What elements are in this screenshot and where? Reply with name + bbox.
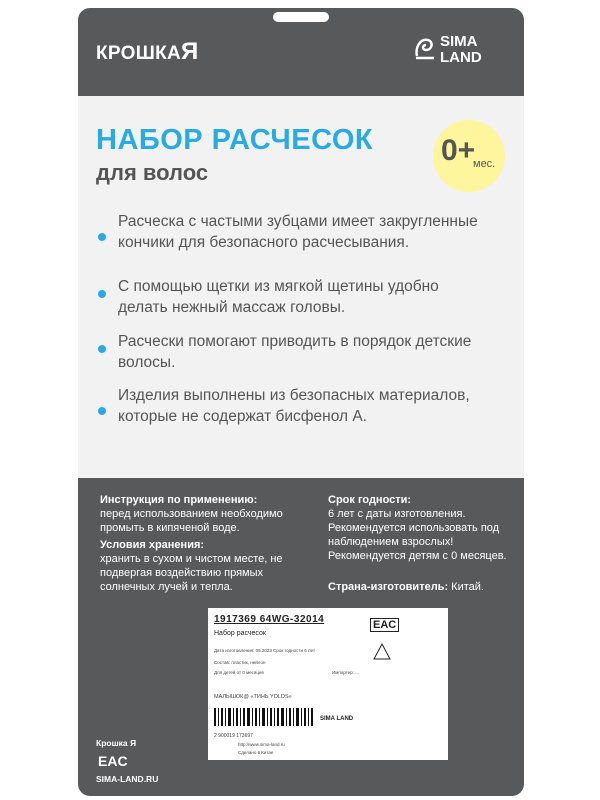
sticker-date: Дата изготовления: 05.2023 Срок годности 6 лет (214, 648, 316, 653)
age-number: 0+ (441, 134, 476, 167)
product-sticker (208, 608, 448, 760)
footer-certification-icon (98, 752, 144, 770)
footer-brand: Крошка Я (96, 738, 137, 748)
storage-conditions: Условия хранения: хранить в сухом и чистом месте, не подвергая воздействию прямых солнечных лучей и тепла. (100, 539, 283, 593)
sticker-site: http://www.sima-land.ru (238, 742, 285, 747)
packaging-card (78, 8, 524, 796)
svg-text:EAC: EAC (98, 753, 128, 769)
sticker-age: Для детей от 0 месяцев (214, 670, 264, 675)
sticker-brand-line: МАЛЫШОК@ «ТИНЬ YOLDS» (214, 694, 292, 700)
usage-instructions: Инструкция по применению: перед использованием необходимо промыть в кипяченой воде. (100, 494, 283, 534)
shelf-life: Срок годности: 6 лет с даты изготовления. Рекомендуется использовать под наблюдением взрослых! Рекомендуется детям с 0 месяцев. (328, 494, 507, 562)
bullet-dot-icon (98, 345, 106, 353)
sticker-importer: Импортер: ... (332, 670, 359, 675)
eac-mark-icon: EAC (370, 618, 399, 632)
barcode-icon (214, 708, 314, 732)
sima-word: SIMA (440, 33, 478, 50)
logo-text: КРОШКА (96, 43, 182, 64)
footer-site: SIMA-LAND.RU (96, 774, 159, 784)
feature-bullet: Изделия выполнены из безопасных материалов, которые не содержат бисфенол А. (96, 385, 478, 427)
sticker-sima-logo: SIMA LAND (320, 716, 354, 722)
article-code: 1917369 64WG-32014 (214, 614, 325, 625)
land-word: LAND (440, 49, 482, 66)
barcode-digits: 2 900019 173697 (214, 733, 253, 739)
age-unit: мес. (473, 158, 496, 170)
feature-bullet: Расческа с частыми зубцами имеет закругленные кончики для безопасного расчесывания. (96, 211, 478, 253)
product-panel (78, 96, 524, 478)
bullet-dot-icon (98, 407, 106, 415)
product-title: НАБОР РАСЧЕСОК (96, 124, 374, 156)
bullet-dot-icon (98, 290, 106, 298)
recycle-icon (372, 642, 392, 662)
country-of-origin: Страна-изготовитель: Китай. (328, 581, 484, 593)
sticker-product-name: Набор расчесок (214, 630, 266, 637)
bullet-dot-icon (98, 233, 106, 241)
hang-hole (273, 12, 329, 22)
feature-bullet: Расчески помогают приводить в порядок детские волосы. (96, 331, 478, 373)
sticker-composition: Состав: пластик, нейлон (214, 660, 266, 665)
feature-bullet: С помощью щетки из мягкой щетины удобно делать нежный массаж головы. (96, 276, 478, 318)
krosh-ya-logo (96, 38, 199, 66)
sima-land-icon (414, 34, 436, 64)
logo-ya: Я (181, 38, 199, 65)
age-badge (433, 120, 505, 192)
product-subtitle: для волос (96, 160, 209, 185)
sticker-made-in: Сделано в Китае (238, 750, 274, 755)
